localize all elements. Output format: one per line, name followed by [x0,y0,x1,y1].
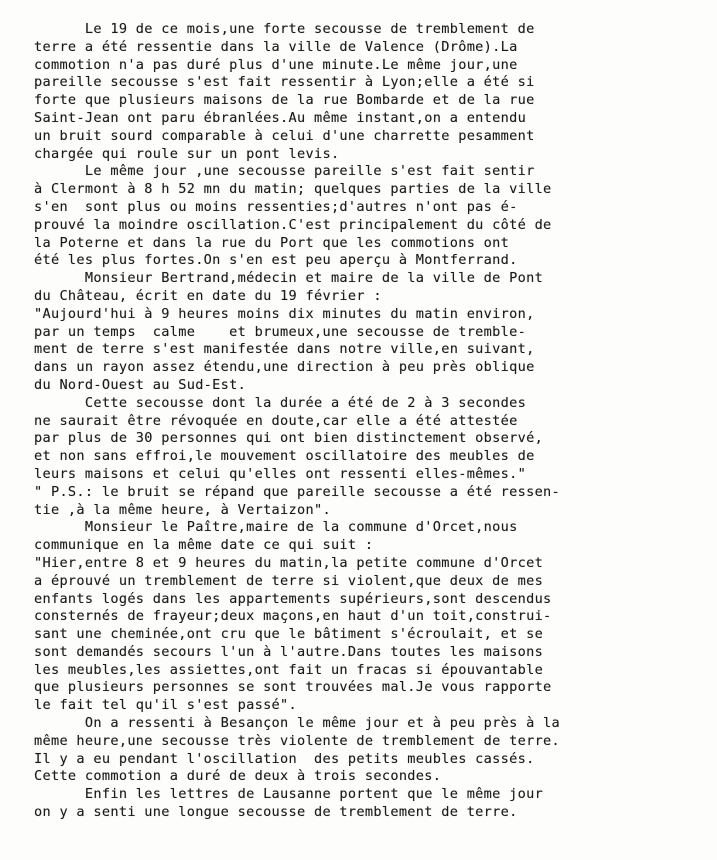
text-line: à Clermont à 8 h 52 mn du matin; quelques parties de la ville [34,181,552,198]
text-line: s'en sont plus ou moins ressenties;d'autres n'ont pas é- [34,198,518,215]
text-line: un bruit sourd comparable à celui d'une charrette pesamment [34,127,535,144]
text-line: que plusieurs personnes se sont trouvées mal.Je vous rapporte [34,679,552,696]
text-line: on y a senti une longue secousse de tremblement de terre. [34,804,518,821]
text-line: dans un rayon assez étendu,une direction à peu près oblique [34,359,535,376]
text-line: sont demandés secours l'un à l'autre.Dans toutes les maisons [34,643,544,660]
text-line: On a ressenti à Besançon le même jour et à peu près à la [34,715,561,732]
text-line: tie ,à la même heure, à Vertaizon". [34,501,331,518]
text-line: enfants logés dans les appartements supérieurs,sont descendus [34,590,552,607]
text-line: "Hier,entre 8 et 9 heures du matin,la petite commune d'Orcet [34,554,544,571]
text-line: par plus de 30 personnes qui ont bien distinctement observé, [34,430,544,447]
text-line: chargée qui roule sur un pont levis. [34,145,340,162]
text-line: Il y a eu pendant l'oscillation des petits meubles cassés. [34,750,535,767]
text-line: été les plus fortes.On s'en est peu aperçu à Montferrand. [34,252,518,269]
text-line: consternés de frayeur;deux maçons,en haut d'un toit,construi- [34,608,552,625]
text-line: Enfin les lettres de Lausanne portent que le même jour [34,786,544,803]
text-line: Saint-Jean ont paru ébranlées.Au même instant,on a entendu [34,109,527,126]
text-line: ment de terre s'est manifestée dans notre ville,en suivant, [34,341,535,358]
text-line: Monsieur le Paître,maire de la commune d'Orcet,nous [34,519,518,536]
text-line: les meubles,les assiettes,ont fait un fracas si épouvantable [34,661,544,678]
text-line: la Poterne et dans la rue du Port que les commotions ont [34,234,510,251]
text-line: Le 19 de ce mois,une forte secousse de tremblement de [34,21,535,37]
text-line: ne saurait être révoquée en doute,car elle a été attestée [34,412,518,429]
text-line: le fait tel qu'il s'est passé". [34,697,298,714]
text-line: leurs maisons et celui qu'elles ont ressenti elles-mêmes." [34,465,527,482]
text-line: terre a été ressentie dans la ville de Valence (Drôme).La [34,38,518,55]
text-line: Cette commotion a duré de deux à trois secondes. [34,768,442,785]
text-line: Le même jour ,une secousse pareille s'est fait sentir [34,163,535,180]
text-line: a éprouvé un tremblement de terre si violent,que deux de mes [34,572,544,589]
text-line: forte que plusieurs maisons de la rue Bombarde et de la rue [34,92,535,109]
text-line: pareille secousse s'est fait ressentir à Lyon;elle a été si [34,74,535,91]
text-line: "Aujourd'hui à 9 heures moins dix minutes du matin environ, [34,305,535,322]
text-line: par un temps calme et brumeux,une secousse de tremble- [34,323,527,340]
text-line: Monsieur Bertrand,médecin et maire de la ville de Pont [34,270,544,287]
text-line: communique en la même date ce qui suit : [34,537,374,554]
text-line: du Château, écrit en date du 19 février : [34,287,382,304]
text-line: Cette secousse dont la durée a été de 2 à 3 secondes [34,394,527,411]
text-line: commotion n'a pas duré plus d'une minute.Le même jour,une [34,56,518,73]
text-line: " P.S.: le bruit se répand que pareille secousse a été ressen- [34,483,561,500]
text-line: du Nord-Ouest au Sud-Est. [34,376,247,393]
text-line: prouvé la moindre oscillation.C'est principalement du côté de [34,216,552,233]
text-line: même heure,une secousse très violente de tremblement de terre. [34,732,561,749]
text-line: sant une cheminée,ont cru que le bâtiment s'écroulait, et se [34,626,544,643]
typewritten-text [34,21,694,822]
text-line: et non sans effroi,le mouvement oscillatoire des meubles de [34,448,535,465]
